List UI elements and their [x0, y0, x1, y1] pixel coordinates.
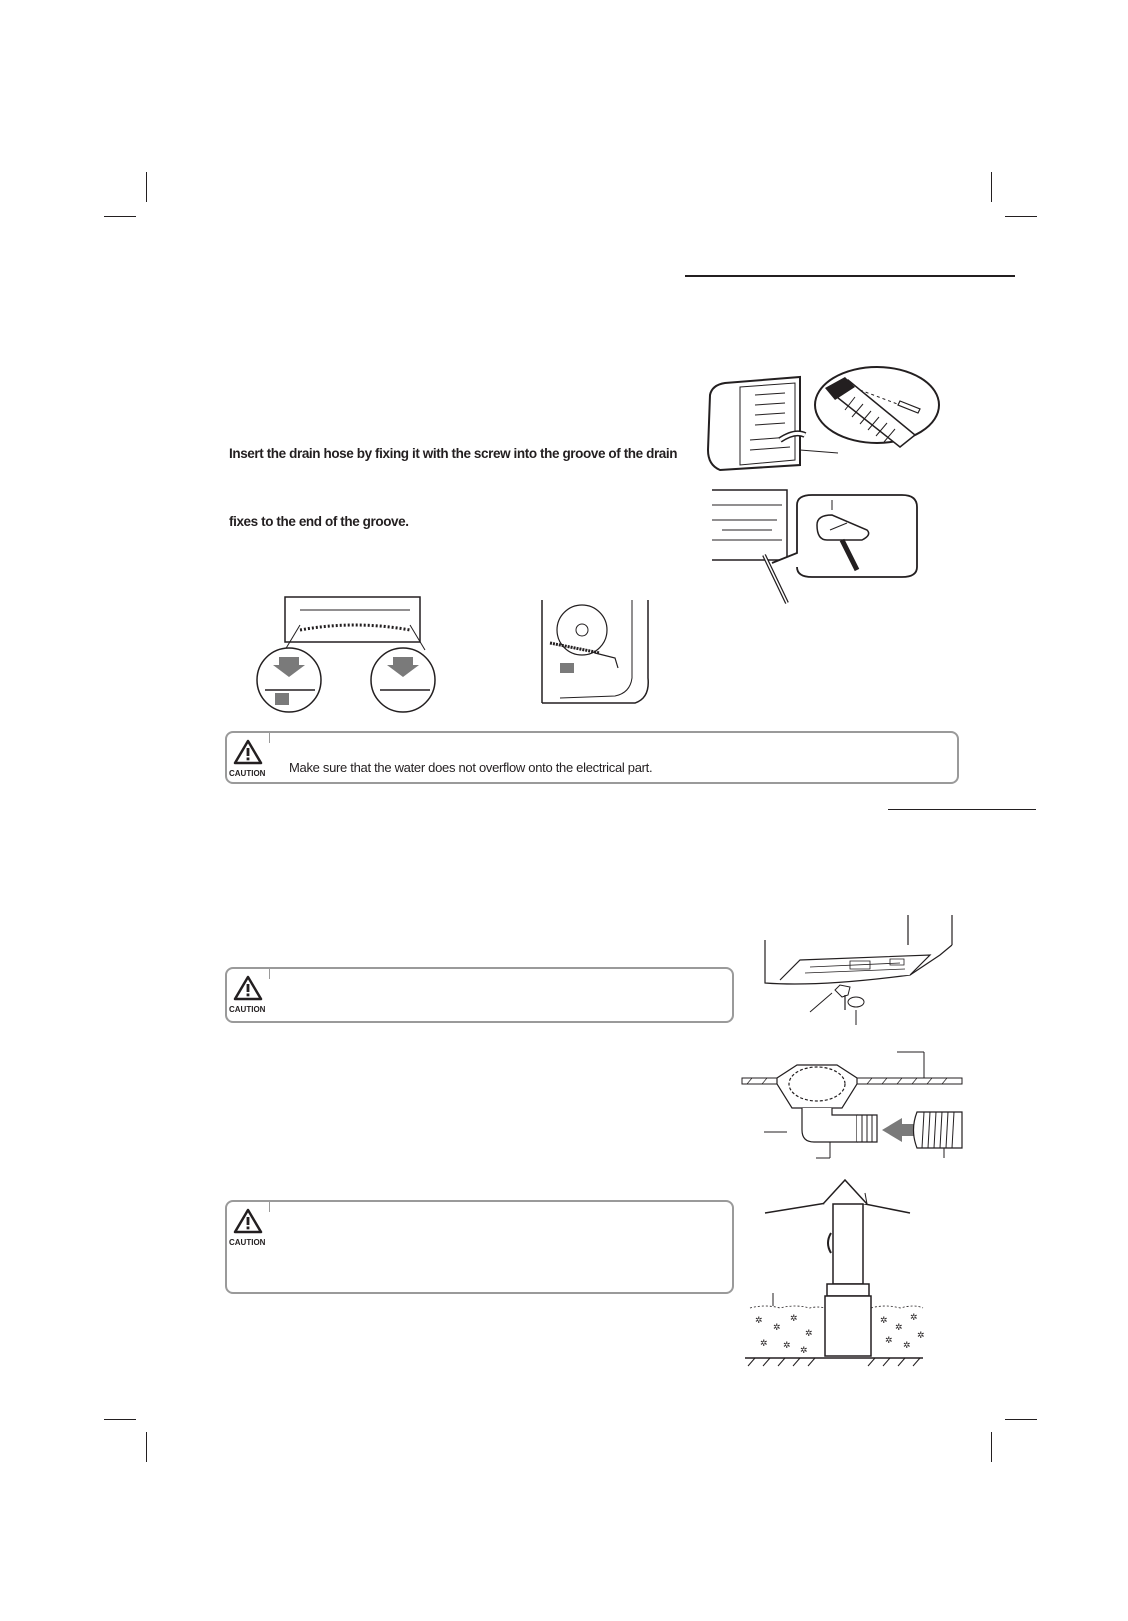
crop-mark-bl-v — [146, 1432, 147, 1462]
svg-text:✲: ✲ — [800, 1345, 808, 1355]
caution-tick — [269, 731, 270, 743]
caution-box-1 — [225, 731, 959, 784]
caution-icon — [229, 975, 269, 1014]
unit-bottom-drain-illustration — [760, 915, 960, 1025]
svg-text:✲: ✲ — [895, 1322, 903, 1332]
svg-text:✲: ✲ — [910, 1312, 918, 1322]
outdoor-duct-snow-illustration — [745, 1178, 925, 1368]
caution-label: CAUTION — [229, 769, 266, 778]
warning-triangle-icon — [233, 975, 263, 1001]
drain-plug-screwdriver-illustration — [712, 485, 927, 610]
section-rule-middle — [888, 809, 1036, 810]
svg-text:✲: ✲ — [903, 1340, 911, 1350]
caution-label: CAUTION — [229, 1005, 266, 1014]
caution-tick — [269, 967, 270, 979]
front-unit-zoom-illustration — [255, 595, 445, 720]
caution-text-1: Make sure that the water does not overflow onto the electrical part. — [289, 760, 653, 775]
svg-text:✲: ✲ — [880, 1315, 888, 1325]
caution-icon — [229, 739, 269, 778]
warning-triangle-icon — [233, 1208, 263, 1234]
instruction-line-1: Insert the drain hose by fixing it with the screw into the groove of the drain — [229, 446, 678, 461]
caution-box-2 — [225, 967, 734, 1023]
crop-mark-tl-v — [146, 172, 147, 202]
crop-mark-tr-h — [1005, 216, 1037, 217]
crop-mark-bl-h — [104, 1419, 136, 1420]
crop-mark-br-h — [1005, 1419, 1037, 1420]
caution-label: CAUTION — [229, 1238, 266, 1247]
caution-tick — [269, 1200, 270, 1212]
svg-text:✲: ✲ — [790, 1313, 798, 1323]
instruction-line-2: fixes to the end of the groove. — [229, 514, 409, 529]
svg-text:✲: ✲ — [885, 1335, 893, 1345]
svg-text:✲: ✲ — [783, 1340, 791, 1350]
drain-elbow-hose-illustration — [742, 1050, 962, 1160]
svg-text:✲: ✲ — [773, 1322, 781, 1332]
crop-mark-br-v — [991, 1432, 992, 1462]
caution-icon — [229, 1208, 269, 1247]
warning-triangle-icon — [233, 739, 263, 765]
crop-mark-tl-h — [104, 216, 136, 217]
svg-text:✲: ✲ — [805, 1328, 813, 1338]
svg-text:✲: ✲ — [917, 1330, 925, 1340]
crop-mark-tr-v — [991, 172, 992, 202]
section-rule-top — [685, 275, 1015, 277]
svg-text:✲: ✲ — [760, 1338, 768, 1348]
caution-box-3 — [225, 1200, 734, 1294]
svg-text:✲: ✲ — [755, 1315, 763, 1325]
side-section-illustration — [540, 598, 660, 708]
drain-hose-screw-illustration — [700, 365, 940, 485]
